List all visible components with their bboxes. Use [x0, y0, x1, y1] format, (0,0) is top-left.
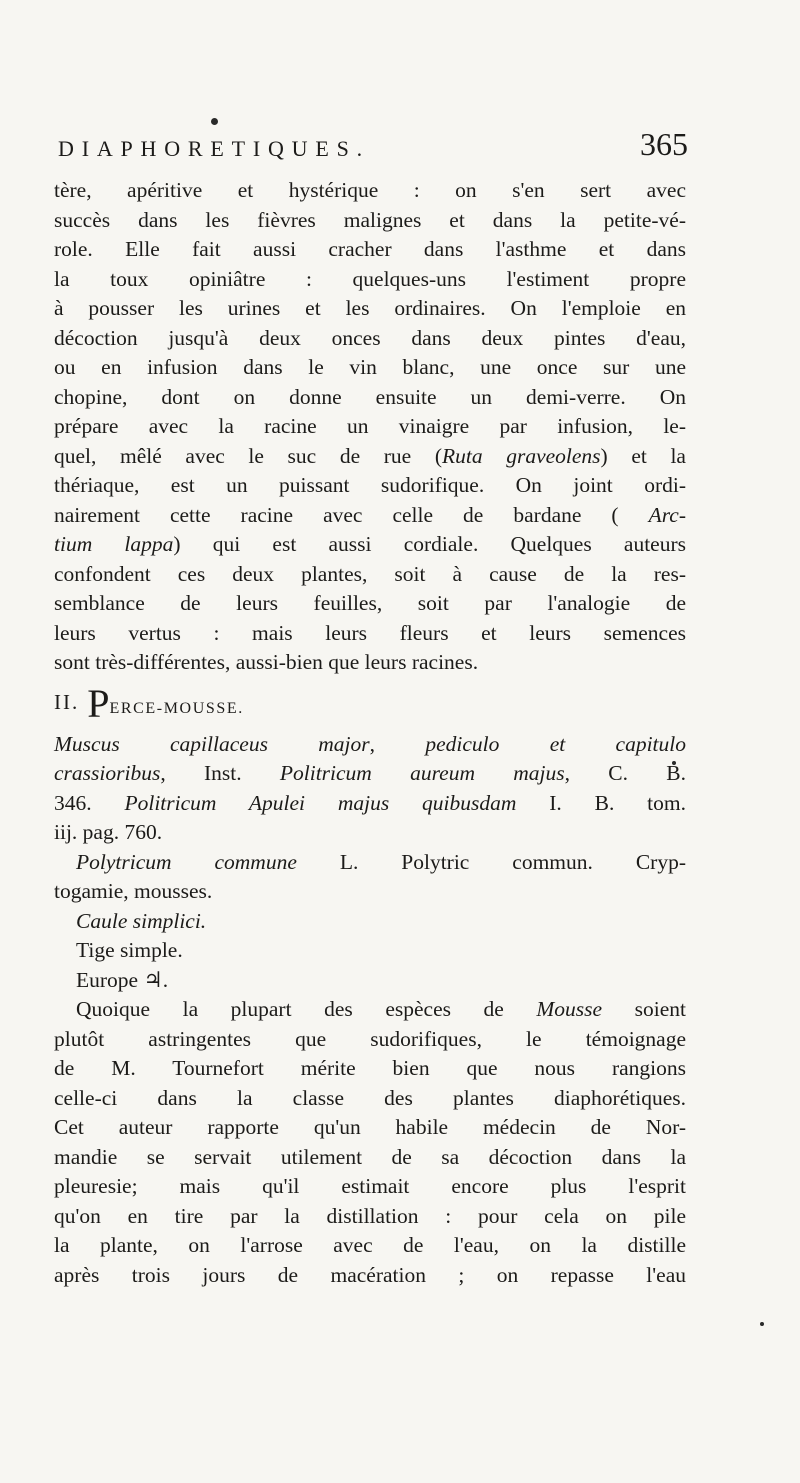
text-span: thériaque, est un puissant sudorifique. On joint ordi- — [54, 473, 686, 497]
text-body — [54, 176, 686, 1290]
text-span: togamie, mousses. — [54, 879, 213, 903]
text-span: Tige simple. — [76, 938, 183, 962]
text-span: quel, mêlé avec le suc de rue ( — [54, 443, 442, 468]
text-line — [54, 530, 686, 560]
text-line — [54, 560, 686, 590]
text-line — [54, 848, 686, 878]
text-span: Quoique la plupart des espèces de — [76, 997, 537, 1021]
text-line — [54, 907, 686, 937]
text-span: soient — [602, 997, 686, 1021]
italic-span: Caule simplici. — [76, 908, 207, 933]
text-line — [54, 759, 686, 789]
text-line — [54, 966, 686, 996]
text-line — [54, 877, 686, 907]
text-line — [54, 818, 686, 848]
text-line — [54, 324, 686, 354]
text-span: ) et la — [600, 443, 686, 468]
text-line — [54, 1143, 686, 1173]
text-span: role. Elle fait aussi cracher dans l'asthme et dans — [54, 237, 686, 261]
text-line — [54, 353, 686, 383]
text-span: celle-ci dans la classe des plantes diaphorétiques. — [54, 1085, 686, 1110]
text-span: , Inst. — [160, 761, 280, 785]
text-span: ) qui est aussi cordiale. Quelques auteurs — [173, 532, 686, 556]
text-span: qu'on en tire par la distillation : pour cela on pile — [54, 1203, 686, 1228]
text-span: nairement cette racine avec celle de bardane ( — [54, 502, 649, 527]
text-line — [54, 1202, 686, 1232]
text-span: sont très-différentes, aussi-bien que leurs racines. — [54, 650, 479, 674]
text-line — [54, 1172, 686, 1202]
text-span: de M. Tournefort mérite bien que nous rangions — [54, 1056, 686, 1080]
text-span: , C. B. — [564, 761, 686, 785]
italic-span: Politricum aureum majus — [279, 761, 565, 785]
italic-span: Polytricum commune — [76, 849, 297, 874]
text-line — [54, 1054, 686, 1084]
text-line — [54, 501, 686, 531]
text-span: iij. pag. 760. — [54, 820, 163, 844]
text-span: leurs vertus : mais leurs fleurs et leurs semences — [54, 620, 686, 645]
running-head — [58, 126, 688, 166]
text-span: prépare avec la racine un vinaigre par infusion, le- — [54, 414, 686, 438]
botanical-entry — [54, 730, 686, 996]
section-title-initial: P — [87, 680, 110, 726]
text-span: confondent ces deux plantes, soit à cause de la res- — [54, 561, 686, 586]
text-line — [54, 442, 686, 472]
text-line — [54, 730, 686, 760]
text-line — [54, 1084, 686, 1114]
text-span: Europe ♃. — [76, 967, 169, 992]
text-line — [54, 206, 686, 236]
text-line — [54, 1231, 686, 1261]
text-span: tère, apéritive et hystérique : on s'en sert avec — [54, 178, 686, 202]
text-span: la toux opiniâtre : quelques-uns l'estiment propre — [54, 266, 686, 291]
text-line — [54, 471, 686, 501]
text-span: pleuresie; mais qu'il estimait encore plus l'esprit — [54, 1174, 686, 1198]
text-span: chopine, dont on donne ensuite un demi-verre. On — [54, 384, 686, 409]
text-line — [54, 789, 686, 819]
italic-span: Muscus capillaceus major — [54, 731, 370, 756]
text-line — [54, 176, 686, 206]
page-number: 365 — [640, 126, 688, 162]
text-line — [54, 995, 686, 1025]
text-line — [54, 235, 686, 265]
text-span: plutôt astringentes que sudorifiques, le témoignage — [54, 1026, 686, 1051]
text-line — [54, 265, 686, 295]
text-span: après trois jours de macération ; on repasse l'eau — [54, 1262, 686, 1287]
paragraph-description — [54, 995, 686, 1290]
text-line — [54, 383, 686, 413]
text-span: décoction jusqu'à deux onces dans deux pintes d'eau, — [54, 325, 686, 350]
text-line — [54, 936, 686, 966]
paragraph-continuation — [54, 176, 686, 678]
italic-span: crassioribus — [54, 761, 161, 785]
italic-span: Arc- — [648, 502, 686, 527]
text-span: à pousser les urines et les ordinaires. On l'emploie en — [54, 296, 686, 320]
text-line — [54, 1113, 686, 1143]
italic-span: pediculo et capitulo — [425, 731, 686, 756]
ink-speck — [211, 118, 218, 125]
section-heading — [54, 680, 686, 726]
ink-speck — [760, 1322, 764, 1326]
section-number: II. — [54, 689, 80, 714]
text-span: succès dans les fièvres malignes et dans la petite-vé- — [54, 207, 686, 232]
text-line — [54, 294, 686, 324]
text-line — [54, 619, 686, 649]
text-span: Cet auteur rapporte qu'un habile médecin de Nor- — [54, 1115, 686, 1139]
text-span: L. Polytric commun. Cryp- — [296, 849, 686, 874]
text-span: I. B. tom. — [516, 790, 687, 815]
text-line — [54, 1025, 686, 1055]
text-span: 346. — [54, 790, 125, 815]
text-line — [54, 589, 686, 619]
italic-span: Mousse — [536, 997, 603, 1021]
text-span: , — [369, 731, 426, 756]
running-title: DIAPHORETIQUES. — [58, 136, 370, 161]
italic-span: tium lappa — [54, 532, 174, 556]
italic-span: Politricum Apulei majus quibusdam — [124, 790, 517, 815]
text-span: ou en infusion dans le vin blanc, une once sur une — [54, 355, 686, 379]
text-line — [54, 412, 686, 442]
italic-span: Ruta graveolens — [441, 443, 601, 468]
text-span: la plante, on l'arrose avec de l'eau, on la distille — [54, 1233, 686, 1257]
text-line — [54, 1261, 686, 1291]
text-span: semblance de leurs feuilles, soit par l'analogie de — [54, 591, 686, 615]
text-line — [54, 648, 686, 678]
section-title: ERCE-MOUSSE. — [109, 699, 244, 717]
text-span: mandie se servait utilement de sa décoction dans la — [54, 1144, 686, 1169]
